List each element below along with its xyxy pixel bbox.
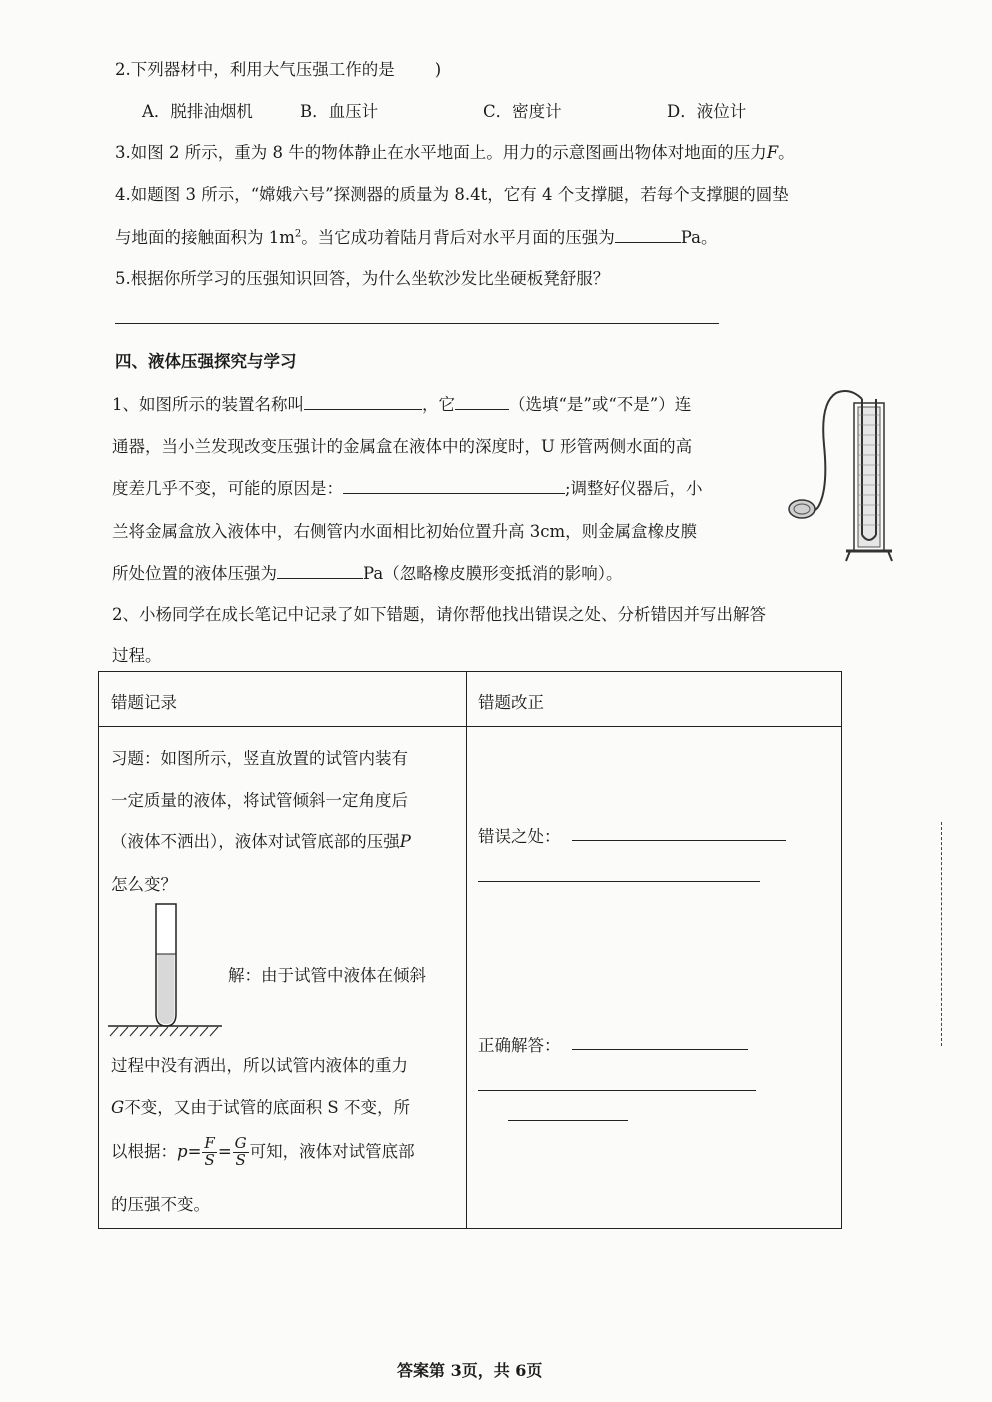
- pressure-blank[interactable]: [277, 577, 363, 579]
- reason-blank[interactable]: [343, 492, 565, 494]
- p1-line1: 1、如图所示的装置名称叫 ，它 （选填“是”或“不是”）连: [112, 395, 692, 414]
- q2-option-d: D．液位计: [667, 102, 747, 121]
- is-connector-blank[interactable]: [455, 408, 509, 410]
- p1-line4: 兰将金属盒放入液体中，右侧管内水面相比初始位置升高 3cm，则金属盒橡皮膜: [112, 522, 698, 541]
- correct-answer-line-3[interactable]: [508, 1120, 628, 1121]
- section-title: 四、液体压强探究与学习: [115, 352, 297, 371]
- table-header-divider: [98, 726, 842, 727]
- table-head-right: 错题改正: [478, 693, 544, 712]
- p1-line5: 所处位置的液体压强为 Pa（忽略橡皮膜形变抵消的影响）。: [112, 564, 623, 583]
- q2-option-a: A．脱排油烟机: [142, 102, 253, 121]
- p1-line3: 度差几乎不变，可能的原因是： ;调整好仪器后，小: [112, 479, 703, 498]
- solution-line3: G不变，又由于试管的底面积 S 不变，所: [111, 1098, 410, 1117]
- q4-line1: 4.如题图 3 所示，“嫦娥六号”探测器的质量为 8.4t，它有 4 个支撑腿，若每个支撑腿的圆垫: [115, 185, 789, 204]
- q2-option-b: B．血压计: [300, 102, 379, 121]
- answer-label: 正确解答：: [478, 1036, 561, 1055]
- problem-line2: 一定质量的液体，将试管倾斜一定角度后: [111, 791, 408, 810]
- problem-line3: （液体不洒出），液体对试管底部的压强P: [111, 832, 411, 851]
- solution-line1: 解：由于试管中液体在倾斜: [228, 966, 426, 985]
- q5-answer-line[interactable]: [115, 323, 719, 324]
- p2-line2: 过程。: [112, 646, 162, 665]
- solution-line2: 过程中没有洒出，所以试管内液体的重力: [111, 1056, 408, 1075]
- q4-line2: 与地面的接触面积为 $1m^2$。当它成功着陆月背后对水平月面的压强为 Pa。: [115, 228, 718, 247]
- test-tube-figure: [106, 902, 224, 1038]
- fraction-g-over-s: $\frac{G}{S}$: [234, 1134, 247, 1169]
- problem-line4: 怎么变？: [111, 875, 177, 894]
- q3-text: 3.如图 2 所示，重为 8 牛的物体静止在水平地面上。用力的示意图画出物体对地面的压力F。: [115, 143, 795, 162]
- manometer-figure: [780, 385, 900, 565]
- solution-line5: 的压强不变。: [111, 1195, 210, 1214]
- device-name-blank[interactable]: [304, 408, 422, 410]
- error-label: 错误之处：: [478, 827, 561, 846]
- error-answer-line-2[interactable]: [478, 881, 760, 882]
- correct-answer-line-1[interactable]: [572, 1049, 748, 1050]
- q2-option-c: C．密度计: [483, 102, 562, 121]
- table-column-divider: [466, 671, 467, 1229]
- q5-text: 5.根据你所学习的压强知识回答，为什么坐软沙发比坐硬板凳舒服？: [115, 269, 610, 288]
- p2-line1: 2、小杨同学在成长笔记中记录了如下错题，请你帮他找出错误之处、分析错因并写出解答: [112, 605, 766, 624]
- problem-line1: 习题：如图所示，竖直放置的试管内装有: [111, 749, 408, 768]
- q4-answer-blank[interactable]: [615, 241, 681, 243]
- correct-answer-line-2[interactable]: [478, 1090, 756, 1091]
- p1-line2: 通器，当小兰发现改变压强计的金属盒在液体中的深度时，U 形管两侧水面的高: [112, 437, 693, 456]
- error-answer-line-1[interactable]: [572, 840, 786, 841]
- page-footer: 答案第 3页，共 6页: [397, 1361, 543, 1380]
- q2-stem: 2.下列器材中，利用大气压强工作的是 ): [115, 60, 442, 79]
- solution-line4: 以根据：p= $\frac{F}{S}$ = $\frac{G}{S}$ 可知，液体对试管底部: [111, 1134, 415, 1169]
- table-head-left: 错题记录: [111, 693, 177, 712]
- binding-margin-mark: [941, 822, 942, 1046]
- fraction-f-over-s: $\frac{F}{S}$: [204, 1134, 215, 1169]
